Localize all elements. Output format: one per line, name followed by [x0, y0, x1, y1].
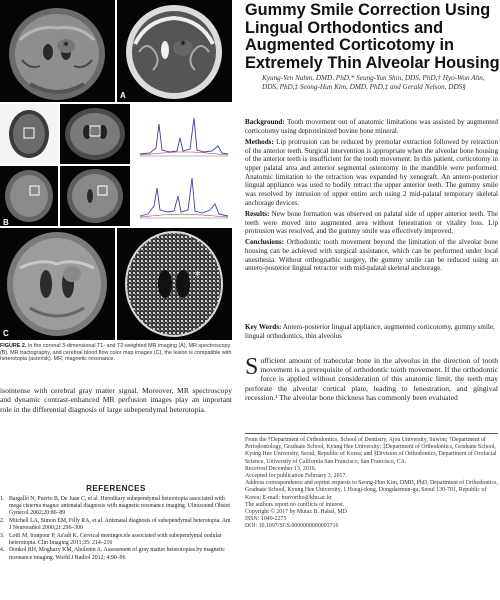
reference-item: 3. Lotfi M, Iranpour P, As'adi K. Cervical meningocele associated with subependymal nodular heterotopia. Clin Imaging 2011;35: 214–216 [0, 532, 222, 546]
reference-item: 2. Mitchell LA, Simon EM, Filly RA, et al. Antenatal diagnosis of subependymal heterotopia. Am J Neuroradiol 2000;21:296–300 [0, 517, 231, 531]
abstract-results: Results: New bone formation was observed on palatal side of upper anterior teeth. The teeth were moved into augmented area without fenestration or vitality loss. Lip protrusion was resolved, and the gummy smile was effectively improved. [245, 209, 498, 236]
mri-panel-b-axial [0, 104, 58, 164]
footnote-correspondence: Address correspondence and reprint requests to Seong-Hun Kim, DMD, PhD, Department of Orthodontics, Graduate School, Kyung Hee University, 1 Hoegi-dong, Dongdaemun-gu, Seoul 130-701, Republic of Korea; E-mail: bravortho@khu.ac.kr [245, 480, 498, 501]
references-list [0, 496, 232, 562]
footnote-doi: DOI: 10.1097/SCS.0000000000003716 [245, 523, 339, 530]
figure-caption [0, 343, 232, 363]
mri-panel-b-coronal-1 [0, 166, 58, 226]
footnote-affiliations: From the *Department of Orthodontics, School of Dentistry, Ajou University, Suwon; †Department of Periodontology, Graduate School, Kyung Hee University; ‡Department of Orthodontics, Graduate School, Kyung Hee University, Seoul, Republic of Korea; and §Division of Orthodontics, Department of Orofacial Science, University of California San Francisco, San Francisco, CA. [245, 437, 497, 465]
panel-label-b: B [3, 218, 9, 227]
mri-panel-c-cbf-map [117, 228, 232, 340]
article-title: Gummy Smile Correction Using Lingual Orthodontics and Augmented Corticotomy in Extremely Thin Alveolar Housing [245, 1, 500, 72]
mri-panel-a-t2 [117, 0, 232, 102]
panel-label-c: C [3, 329, 9, 338]
mr-spectrum-plot-1 [132, 104, 232, 164]
reference-item: 4. Donkol RH, Moghazy KM, Abolenin A. Assessment of gray matter heterotopias by magnetic resonance imaging. World J Radiol 2012; 4:90–96 [0, 547, 225, 561]
abstract-background: Background: Tooth movement out of anatomic limitations was assisted by augmented corticotomy using deproteinized bovine bone mineral. [245, 118, 498, 135]
figure-caption-label: FIGURE 2. [0, 343, 27, 349]
figure-caption-text: In the coronal 3-dimensional T1- and T2-weighted MR imaging (A), MR spectroscopy (B), MR tractography, and cerebral blood flow color map images (C), the lesion is compatible with heterotopia (asterisk). MR, magnetic resonance. [0, 343, 232, 363]
mri-panel-c-tractography [0, 228, 115, 340]
footnote-accepted: Accepted for publication February 3, 2017. [245, 473, 347, 480]
lesion-asterisk-a2: * [180, 38, 186, 52]
abstract-conclusions: Conclusions: Orthodontic tooth movement beyond the limitation of the alveolar bone housing can be achieved with surgical assistance, which can be performed under local anesthesia. Without orthognathic surgery, the gummy smile can be reduced using an antero-posterior lingual retractor with mid-palatal skeletal anchorage. [245, 238, 498, 273]
drop-cap: S [245, 354, 259, 380]
references-heading: REFERENCES [86, 484, 146, 493]
footnote-issn: ISSN: 1049-2275 [245, 516, 287, 523]
left-body-text: isointense with cerebral gray matter signal. Moreover, MR spectroscopy and dynamic contrast-enhanced MR perfusion images play an important role in the differential diagnosis of large subependymal heterotopia. [0, 386, 232, 414]
keywords-text: Antero-posterior lingual appliance, augmented corticotomy, gummy smile, lingual orthodontics, thin alveolus [245, 323, 495, 340]
panel-label-a: A [120, 91, 126, 100]
footnotes [245, 437, 498, 531]
footnote-divider [245, 433, 498, 434]
article-authors: Kyung-Yen Nahm, DMD, PhD,* Seung-Yun Shin, DDS, PhD,† Hyo-Won Ahn, DDS, PhD,‡ Seong-Hun Kim, DMD, PhD,‡ and Gerald Nelson, DDS§ [262, 74, 485, 92]
mri-panel-b-coronal-2 [60, 166, 130, 226]
footnote-copyright: Copyright © 2017 by Mutaz B. Habal, MD [245, 509, 347, 516]
lesion-asterisk-a: * [63, 39, 69, 53]
footnote-conflicts: The authors report no conflicts of interest. [245, 501, 345, 508]
mr-spectrum-plot-2 [132, 166, 232, 226]
keywords-label: Key Words: [245, 323, 282, 331]
abstract-methods: Methods: Lip protrusion can be reduced by premolar extraction followed by retraction of the anterior teeth. Surgical intervention is appropriate when the alveolar bone housing of the anterior teeth is insufficient for the tooth movement. In this patient, corticotomy in upper palatal area and anterior segmental osteotomy in the mandible were performed. Anatomic limitation to the retraction was expanded by xenograft. An antero-posterior lingual appliance was used to bodily retract the upper anterior teeth. The gummy smile was resolved by intrusion of upper entire arch using 2 mid-palatal temporary skeletal anchorage devices. [245, 137, 499, 207]
mri-panel-a-t1 [0, 0, 115, 102]
mri-figure [0, 0, 232, 342]
mri-panel-b-voxel [60, 104, 130, 164]
abstract [245, 118, 498, 276]
footnote-received: Received December 13, 2016. [245, 465, 317, 472]
keywords [245, 323, 498, 340]
lesion-asterisk-c: * [195, 269, 201, 282]
introduction-paragraph [245, 356, 498, 402]
reference-item: 1. Bargalló N, Puerto B, De Juan C, et al. Hereditary subependymal heterotopia associated with mega cisterna magna: antenatal diagnosis with magnetic resonance imaging. Ultrasound Obstet Gynecol 2002;20:86–89 [0, 496, 231, 517]
intro-text: ufficient amount of trabecular bone in the alveolus in the direction of tooth movement is a prerequisite of orthodontic tooth movement. If the orthodontic force is applied without consideration of this anatomic limit, the teeth may perforate the alveolar cortical plate, leading to fenestration, and gingival recession.¹ The alveolar bone thickness has commonly been evaluated [245, 356, 498, 402]
